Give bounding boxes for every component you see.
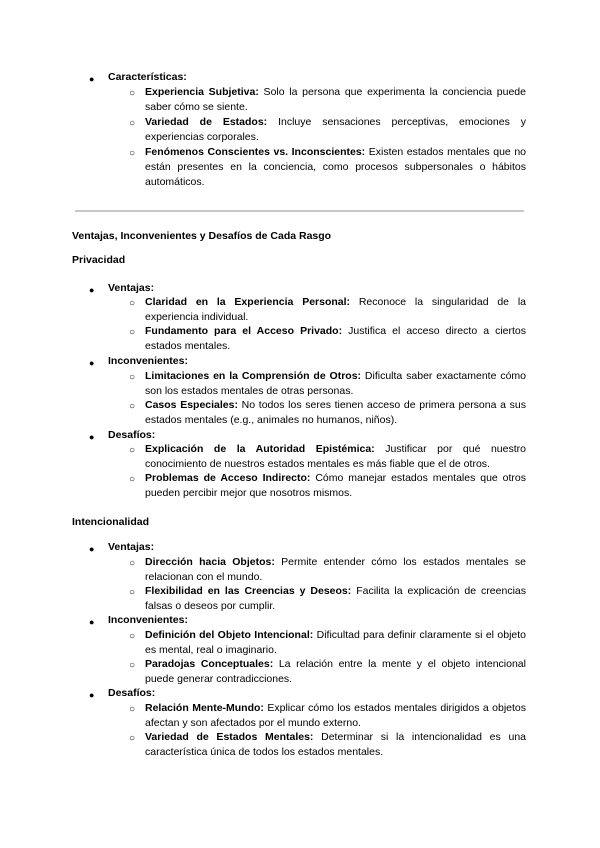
list-heading-inconvenientes: Inconvenientes: [108,614,188,626]
bullet-circle: ○ [129,474,136,485]
list-item: Claridad en la Experiencia Personal: Reconoce la singularidad de la experiencia individual. [145,296,526,323]
bullet-circle: ○ [129,372,136,383]
list-item: Relación Mente-Mundo: Explicar cómo los estados mentales dirigidos a objetos afectan y son afectados por el mundo externo. [145,702,526,729]
bullet-disc: ● [89,432,95,442]
bullet-circle: ○ [129,587,136,598]
bullet-circle: ○ [129,148,136,159]
list-item: Casos Especiales: No todos los seres tienen acceso de primera persona a sus estados mentales (e.g., animales no humanos, niños). [145,399,527,426]
bullet-circle: ○ [129,733,136,744]
bullet-disc: ● [89,544,95,554]
bullet-disc: ● [89,690,95,700]
list-item: Limitaciones en la Comprensión de Otros: Dificulta saber exactamente cómo son los estados mentales de otras personas. [145,370,526,397]
bullet-disc: ● [89,617,95,627]
bullet-circle: ○ [129,118,136,129]
bullet-disc: ● [89,285,95,295]
section-title: Ventajas, Inconvenientes y Desafíos de Cada Rasgo [72,230,332,242]
list-heading-desafios: Desafíos: [108,687,156,699]
list-item: Dirección hacia Objetos: Permite entender cómo los estados mentales se relacionan con el mundo. [145,556,526,583]
list-item: Variedad de Estados: Incluye sensaciones perceptivas, emociones y experiencias corporales. [145,116,526,143]
list-heading-desafios: Desafíos: [108,429,156,441]
list-item: Flexibilidad en las Creencias y Deseos: Facilita la explicación de creencias falsas o deseos por cumplir. [145,585,526,612]
bullet-circle: ○ [129,704,136,715]
list-item: Fenómenos Conscientes vs. Inconscientes: Existen estados mentales que no están presentes en la conciencia, como procesos subpersonales o hábitos automáticos. [145,146,526,188]
bullet-circle: ○ [129,327,136,338]
horizontal-rule [75,210,524,212]
subsection-title-intencionalidad: Intencionalidad [72,516,150,528]
list-heading-caracteristicas: Características: [108,71,187,83]
list-heading-ventajas: Ventajas: [108,282,155,294]
bullet-circle: ○ [129,401,136,412]
list-item: Paradojas Conceptuales: La relación entre la mente y el objeto intencional puede generar contradicciones. [145,658,526,685]
bullet-circle: ○ [129,88,136,99]
bullet-circle: ○ [129,660,136,671]
list-item: Fundamento para el Acceso Privado: Justifica el acceso directo a ciertos estados mentales. [145,325,527,352]
bullet-circle: ○ [129,445,136,456]
list-heading-inconvenientes: Inconvenientes: [108,355,188,367]
list-item: Variedad de Estados Mentales: Determinar si la intencionalidad es una característica única de todos los estados mentales. [145,731,526,758]
list-item: Definición del Objeto Intencional: Dificultad para definir claramente si el objeto es mental, real o imaginario. [145,629,526,656]
list-heading-ventajas: Ventajas: [108,541,155,553]
bullet-disc: ● [89,358,95,368]
list-item: Experiencia Subjetiva: Solo la persona que experimenta la conciencia puede saber cómo se siente. [145,86,526,113]
bullet-circle: ○ [129,631,136,642]
subsection-title-privacidad: Privacidad [72,254,126,266]
list-item: Explicación de la Autoridad Epistémica: Justificar por qué nuestro conocimiento de nuestros estados mentales es más fiable que el de otros. [145,443,526,470]
list-item: Problemas de Acceso Indirecto: Cómo manejar estados mentales que otros pueden percibir mejor que nosotros mismos. [145,472,526,499]
bullet-circle: ○ [129,558,136,569]
bullet-circle: ○ [129,298,136,309]
bullet-disc: ● [89,74,95,84]
